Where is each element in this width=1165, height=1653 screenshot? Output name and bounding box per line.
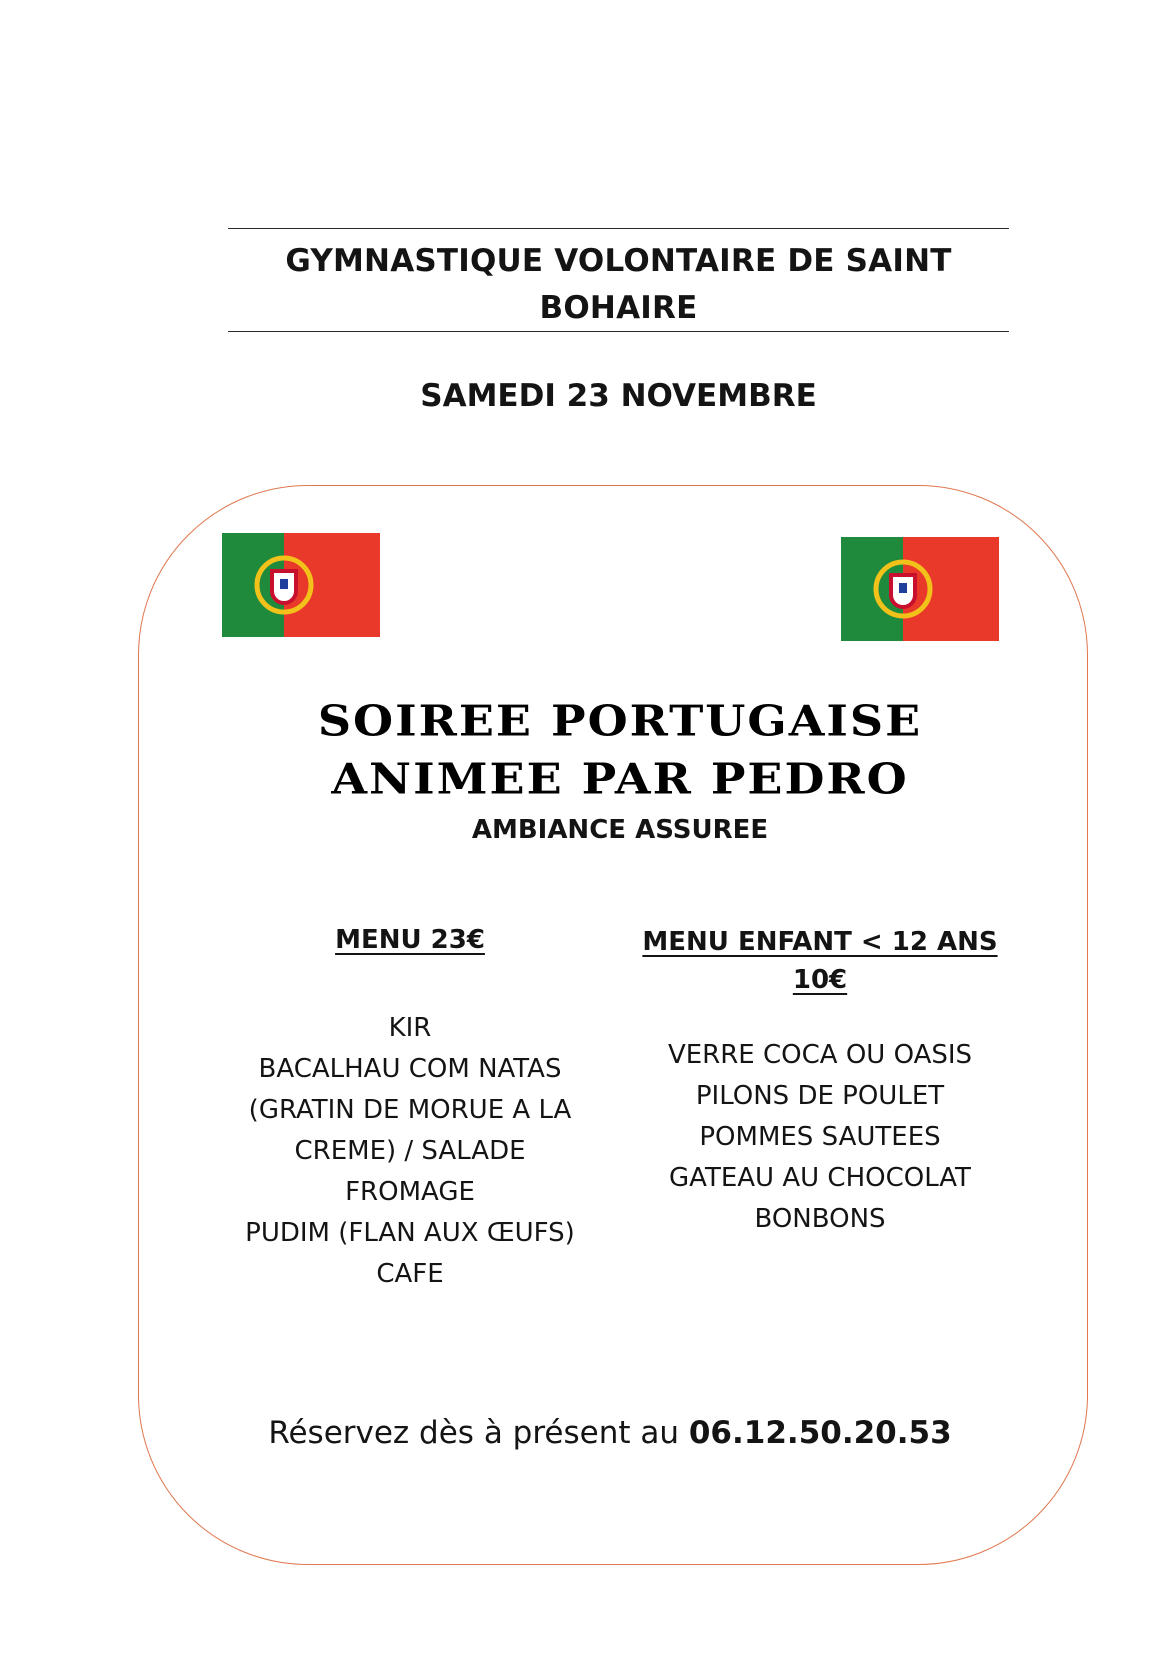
organization-name-line1: GYMNASTIQUE VOLONTAIRE DE SAINT: [285, 243, 952, 279]
menu-adult-item: CAFE: [376, 1259, 444, 1289]
menu-child-price: 10€: [792, 965, 848, 995]
event-subtitle: AMBIANCE ASSUREE: [471, 815, 769, 845]
menu-adult-title: MENU 23€: [335, 925, 485, 955]
menu-child-title: MENU ENFANT < 12 ANS: [642, 927, 998, 957]
header-bottom-rule: [228, 331, 1009, 332]
menu-child: [620, 927, 1020, 1240]
menu-child-item: BONBONS: [754, 1204, 886, 1234]
menu-adult-item: BACALHAU COM NATAS: [258, 1054, 562, 1084]
menu-child-item: VERRE COCA OU OASIS: [667, 1040, 973, 1070]
menu-adult: [220, 925, 600, 1295]
event-date: SAMEDI 23 NOVEMBRE: [420, 378, 817, 414]
organization-name-line2: BOHAIRE: [539, 290, 698, 326]
menu-child-item: PILONS DE POULET: [695, 1081, 945, 1111]
portugal-flag-left-icon: [222, 533, 380, 637]
reservation-line: [200, 1415, 1020, 1451]
portugal-flag-right-icon: [841, 537, 999, 641]
menu-child-item: GATEAU AU CHOCOLAT: [669, 1163, 971, 1193]
event-title-line1: SOIREE PORTUGAISE: [317, 696, 923, 746]
menu-adult-item: KIR: [388, 1013, 432, 1043]
menu-adult-item: CREME) / SALADE: [294, 1136, 526, 1166]
event-title-line2: ANIMEE PAR PEDRO: [331, 754, 909, 804]
header-top-rule: [228, 228, 1009, 229]
menu-adult-item: FROMAGE: [345, 1177, 475, 1207]
menu-adult-item: PUDIM (FLAN AUX ŒUFS): [245, 1218, 575, 1248]
menu-adult-item: (GRATIN DE MORUE A LA: [248, 1095, 572, 1125]
reservation-phone: 06.12.50.20.53: [688, 1415, 952, 1451]
reservation-text: Réservez dès à présent au: [268, 1415, 689, 1451]
menu-child-item: POMMES SAUTEES: [699, 1122, 941, 1152]
